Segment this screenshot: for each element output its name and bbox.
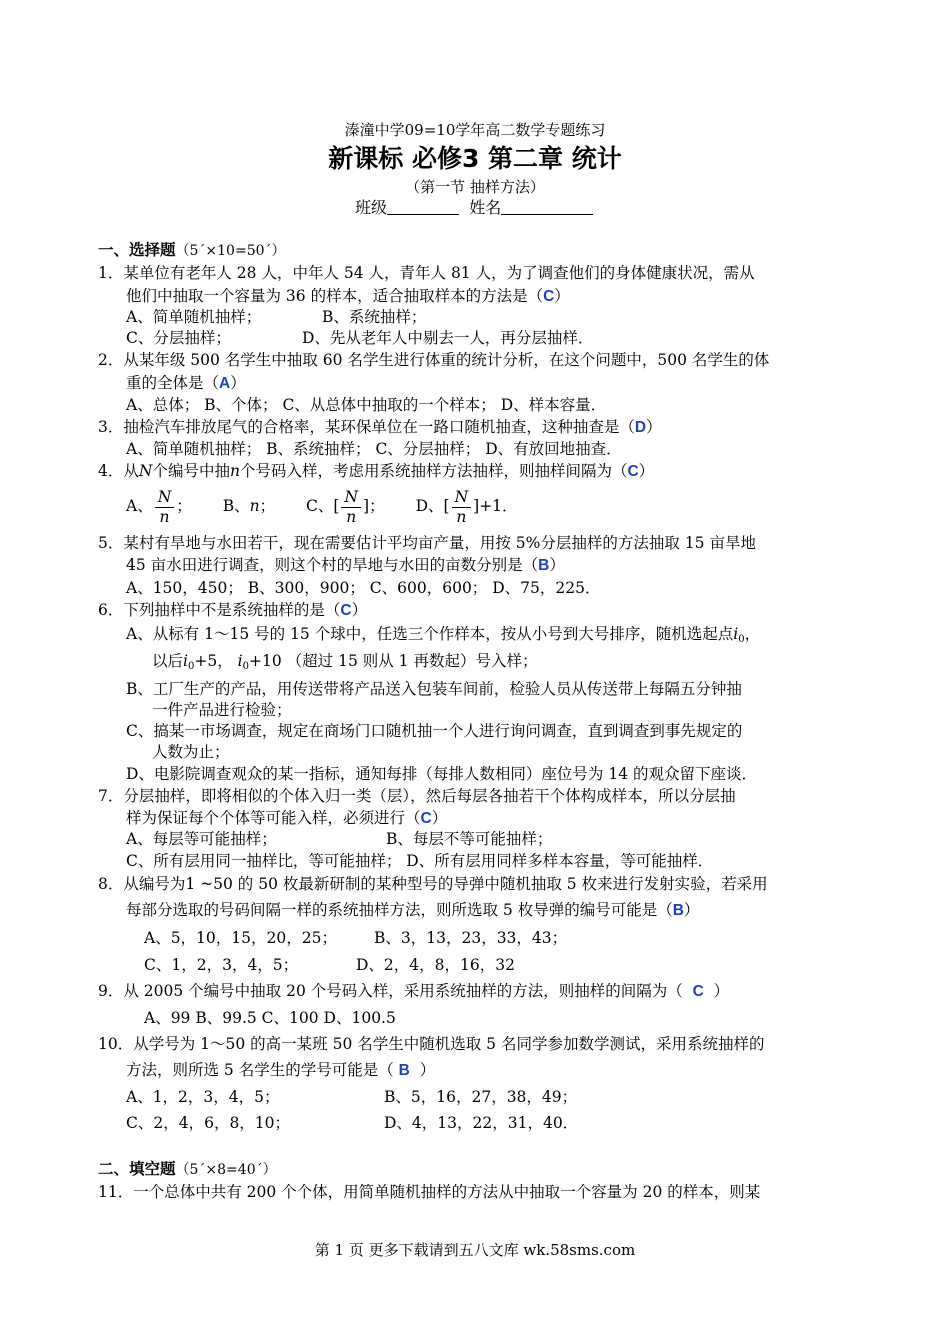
q2-stem: 重的全体是（ xyxy=(126,374,220,392)
class-label: 班级 xyxy=(355,198,388,217)
q10-line1: 10．从学号为 1～50 的高一某班 50 名学生中随机选取 5 名同学参加数学测试，采用系统抽样的 xyxy=(98,1035,765,1053)
section2-score: （5´×8=40´） xyxy=(175,1162,277,1178)
section1-heading xyxy=(98,240,286,261)
q6-a1-text: A、从标有 1～15 号的 15 个球中，任选三个作样本，按从小号到大号排序，随机选起点 xyxy=(126,625,734,643)
q4-pre: 4．从 xyxy=(98,462,139,480)
q1-option-b: B、系统抽样； xyxy=(322,308,427,326)
q1-line2 xyxy=(126,286,570,307)
q6-option-a-line1 xyxy=(126,624,760,650)
q5-line2 xyxy=(126,555,565,576)
q5-options: A、150，450； B、300，900； C、600，600； D、75，225． xyxy=(126,579,601,597)
section2-title: 二、填空题 xyxy=(98,1159,176,1178)
q6-option-d: D、电影院调查观众的某一指标，通知每排（每排人数相同）座位号为 14 的观众留下座谈． xyxy=(126,765,758,783)
q6-a2-post: （超过 15 则从 1 再数起）号入样； xyxy=(286,652,538,670)
q10-line2 xyxy=(126,1060,435,1081)
frac-num: N xyxy=(452,488,472,508)
frac-den: n xyxy=(159,507,170,526)
q8-paren: ） xyxy=(683,901,700,919)
q6-answer: C xyxy=(340,602,352,619)
q8-option-c: C、1，2，3，4，5； xyxy=(144,956,299,974)
q10-option-c: C、2，4，6，8，10； xyxy=(126,1114,291,1132)
q4-options: A、 $\frac{N}{n}$ ； B、n； C、[ $\frac{N}{n}$ ]； D、[ $\frac{N}{n}$ ]+1． xyxy=(126,487,518,526)
q10-option-d: D、4，13，22，31，40． xyxy=(384,1114,579,1132)
q2-line2 xyxy=(126,373,246,394)
q4-post: 个号码入样，考虑用系统抽样方法抽样，则抽样间隔为（ xyxy=(239,462,628,480)
q7-option-a: A、每层等可能抽样； xyxy=(126,830,277,848)
q1-option-c: C、分层抽样； xyxy=(126,329,231,347)
q8-option-a: A、5，10，15，20，25； xyxy=(144,929,337,947)
q7-options-cd: C、所有层用同一抽样比，等可能抽样； D、所有层用同样多样本容量，等可能抽样． xyxy=(126,852,714,870)
q7-stem: 样为保证每个个体等可能入样，必须进行（ xyxy=(126,809,421,827)
q4-opt-d-label: D、 xyxy=(415,497,444,515)
q9-answer: C xyxy=(692,983,704,1000)
q4-fraction-d xyxy=(452,488,472,527)
q9-paren: ） xyxy=(713,982,730,1000)
q10-option-a: A、1，2，3，4，5； xyxy=(126,1088,280,1106)
q1-paren: ） xyxy=(554,287,570,305)
q5-answer: B xyxy=(538,557,550,574)
q2-paren: ） xyxy=(230,374,246,392)
q4-answer: C xyxy=(627,463,639,480)
q3-line1 xyxy=(98,417,662,438)
q9-options: A、99 B、99.5 C、100 D、100.5 xyxy=(144,1009,396,1027)
q8-line2 xyxy=(126,900,699,921)
q6-option-c-line1: C、搞某一市场调查，规定在商场门口随机抽一个人进行询问调查，直到调查到事先规定的 xyxy=(126,722,743,740)
q4-opt-b-label: B、 xyxy=(222,497,250,515)
frac-den: n xyxy=(346,507,357,526)
q5-stem: 45 亩水田进行调查，则这个村的旱地与水田的亩数分别是（ xyxy=(126,556,539,574)
q4-var-N: N xyxy=(138,462,153,480)
q4-opt-a-label: A、 xyxy=(126,497,153,515)
section1-title: 一、选择题 xyxy=(98,240,176,259)
q4-sep-a: ； xyxy=(176,497,192,515)
q6-sub0: 0 xyxy=(738,634,745,645)
q8-stem: 每部分选取的号码间隔一样的系统抽样方法，则所选取 5 枚导弹的编号可能是（ xyxy=(126,901,673,919)
q6-var-i-2: i xyxy=(183,652,188,670)
q4-var-n: n xyxy=(229,462,240,480)
q9-line1 xyxy=(98,981,729,1002)
class-blank xyxy=(387,214,459,215)
main-title: 新课标 必修3 第二章 统计 xyxy=(328,144,622,173)
q4-fraction-a xyxy=(155,488,175,527)
q2-answer: A xyxy=(219,375,231,392)
q2-options: A、总体； B、个体； C、从总体中抽取的一个样本； D、样本容量． xyxy=(126,396,607,414)
class-name-line xyxy=(355,198,593,218)
q1-stem: 他们中抽取一个容量为 36 的样本，适合抽取样本的方法是（ xyxy=(126,287,544,305)
q7-line1: 7．分层抽样，即将相似的个体入归一类（层），然后每层各抽若干个体构成样本，所以分层抽 xyxy=(98,787,736,805)
q3-answer: D xyxy=(634,419,647,436)
q6-line1 xyxy=(98,600,367,621)
q4-sep-b: ； xyxy=(259,497,276,515)
q6-option-b-line2: 一件产品进行检验； xyxy=(152,701,292,719)
q6-paren: ） xyxy=(351,601,368,619)
q7-answer: C xyxy=(420,810,432,827)
q9-stem: 9．从 2005 个编号中抽取 20 个号码入样，采用系统抽样的方法，则抽样的间隔为（ xyxy=(98,982,683,1000)
q7-paren: ） xyxy=(431,809,448,827)
q10-option-b: B、5，16，27，38，49； xyxy=(384,1088,578,1106)
q4-opt-c-label: C、 xyxy=(306,497,334,515)
school-line: 溱潼中学09=10学年高二数学专题练习 xyxy=(344,121,606,139)
page-footer: 第 1 页 更多下载请到五八文库 wk.58sms.com xyxy=(314,1241,636,1259)
q1-line1: 1．某单位有老年人 28 人，中年人 54 人，青年人 81 人，为了调查他们的身体健康状况，需从 xyxy=(98,264,755,282)
q10-paren: ） xyxy=(419,1061,436,1079)
q1-option-a: A、简单随机抽样； xyxy=(126,308,262,326)
section1-score: （5´×10=50´） xyxy=(175,243,286,259)
q1-option-d: D、先从老年人中剔去一人，再分层抽样． xyxy=(302,329,594,347)
q1-answer: C xyxy=(543,288,555,305)
q7-option-b: B、每层不等可能抽样； xyxy=(386,830,553,848)
q6-option-a-line2 xyxy=(152,651,537,677)
q6-a2-pre: 以后 xyxy=(152,652,184,670)
q5-paren: ） xyxy=(549,556,565,574)
q10-answer: B xyxy=(398,1062,410,1079)
frac-num: N xyxy=(155,488,175,508)
q8-option-b: B、3，13，23，33，43； xyxy=(374,929,568,947)
name-blank xyxy=(501,214,593,215)
subtitle: （第一节 抽样方法） xyxy=(405,178,545,196)
name-label: 姓名 xyxy=(469,198,502,217)
q6-comma: ， xyxy=(744,625,761,643)
q4-mid: 个编号中抽 xyxy=(152,462,230,480)
section2-heading xyxy=(98,1159,277,1180)
q6-sub0-2: 0 xyxy=(187,661,195,672)
q3-options: A、简单随机抽样； B、系统抽样； C、分层抽样； D、有放回地抽查． xyxy=(126,440,622,458)
q4-opt-b-value: n xyxy=(249,497,260,515)
q2-line1: 2．从某年级 500 名学生中抽取 60 名学生进行体重的统计分析，在这个问题中，500 名学生的体 xyxy=(98,351,770,369)
q6-plus10: +10 xyxy=(249,652,282,670)
q6-option-b-line1: B、工厂生产的产品，用传送带将产品送入包装车间前，检验人员从传送带上每隔五分钟抽 xyxy=(126,680,742,698)
q3-paren: ） xyxy=(646,418,662,436)
q6-var-i-3: i xyxy=(237,652,243,670)
q6-stem: 6．下列抽样中不是系统抽样的是（ xyxy=(98,601,341,619)
q10-stem: 方法，则所选 5 名学生的学号可能是（ xyxy=(126,1061,394,1079)
q6-sub0-3: 0 xyxy=(242,661,249,672)
q4-fraction-c xyxy=(341,488,361,527)
q7-line2 xyxy=(126,808,447,829)
q5-line1: 5．某村有旱地与水田若干，现在需要估计平均亩产量，用按 5%分层抽样的方法抽取 15 亩旱地 xyxy=(98,534,756,552)
q6-var-i: i xyxy=(733,625,739,643)
q8-option-d: D、2，4，8，16，32 xyxy=(356,956,515,974)
q6-plus5: +5， xyxy=(194,652,233,670)
q4-paren: ） xyxy=(638,462,655,480)
frac-num: N xyxy=(341,488,361,508)
q11-line1: 11．一个总体中共有 200 个个体，用简单随机抽样的方法从中抽取一个容量为 20 的样本，则某 xyxy=(98,1183,761,1201)
q4-plus-one: +1． xyxy=(479,497,518,515)
frac-den: n xyxy=(456,507,467,526)
q4-line1 xyxy=(98,461,654,482)
q3-stem: 3．抽检汽车排放尾气的合格率，某环保单位在一路口随机抽查，这种抽查是（ xyxy=(98,418,635,436)
q6-option-c-line2: 人数为止； xyxy=(152,743,230,761)
q4-sep-c: ； xyxy=(369,497,385,515)
q8-answer: B xyxy=(672,902,684,919)
q8-line1: 8．从编号为1 ~50 的 50 枚最新研制的某种型号的导弹中随机抽取 5 枚来进行发射实验，若采用 xyxy=(98,875,768,893)
